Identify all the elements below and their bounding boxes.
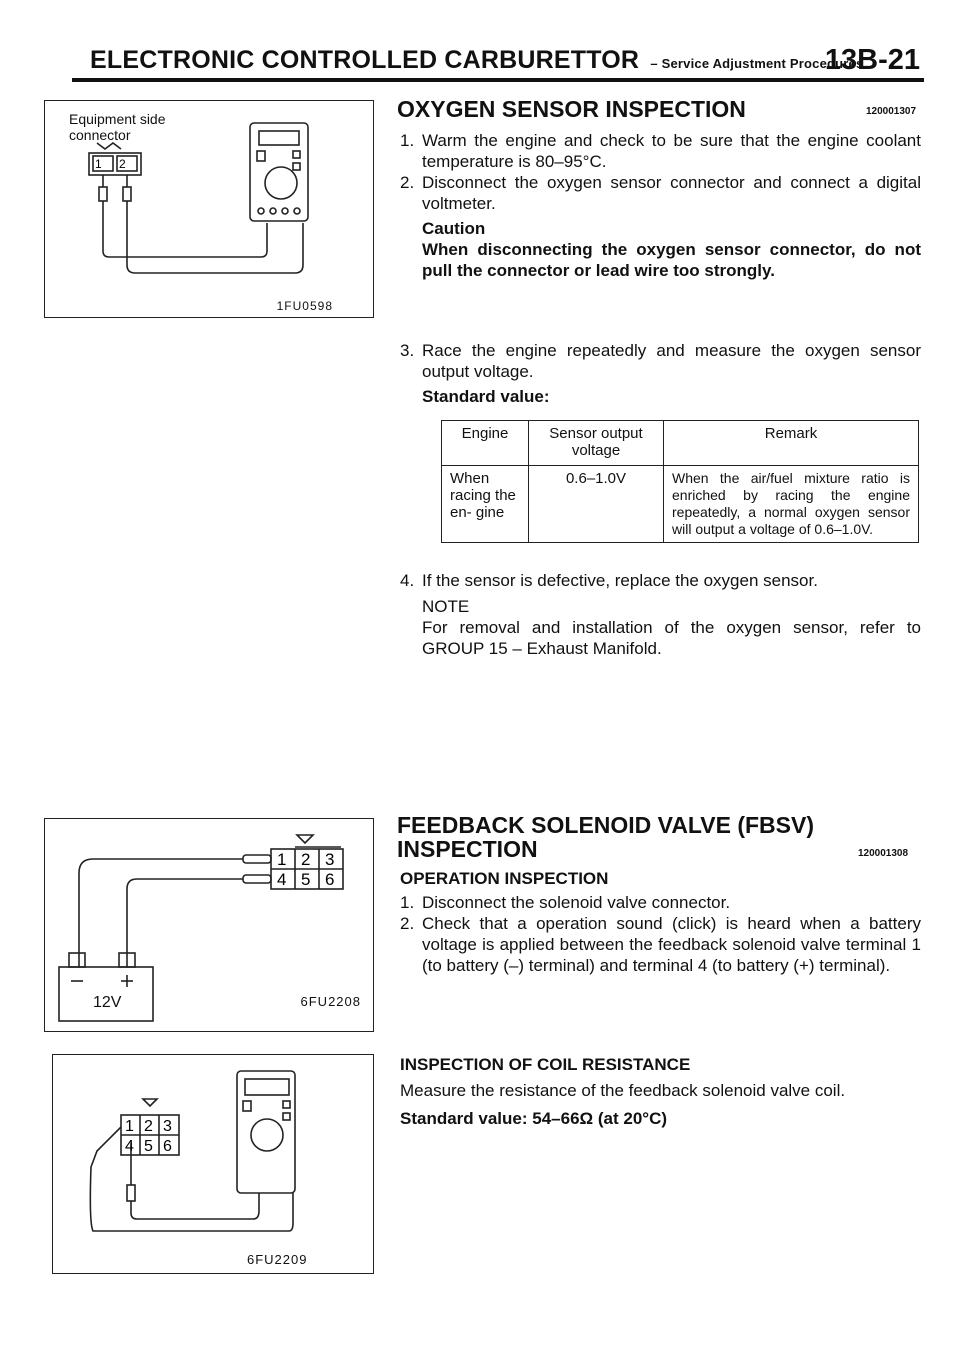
svg-text:5: 5 <box>144 1138 153 1155</box>
table-cell-remark: When the air/fuel mixture ratio is enriched by racing the engine repeatedly, a normal oxygen sensor will output a voltage of 0.6–1.0V. <box>664 466 919 543</box>
coil-resistance-text: Measure the resistance of the feedback solenoid valve coil. <box>400 1081 846 1100</box>
step-text: Check that a operation sound (click) is heard when a battery voltage is applied between the feedback solenoid valve terminal 1 (to battery (–) terminal) and terminal 4 (to battery (+) terminal). <box>422 914 921 975</box>
operation-inspection-text: OPERATION INSPECTION <box>400 869 609 888</box>
coil-resistance-title <box>397 1054 921 1076</box>
step-number: 3. <box>400 341 415 360</box>
table-header-engine: Engine <box>442 421 529 466</box>
header-title-text: ELECTRONIC CONTROLLED CARBURETTOR <box>90 46 640 74</box>
step-number: 4. <box>400 571 415 590</box>
fbsv-coil-multimeter-drawing <box>53 1055 373 1273</box>
svg-text:4: 4 <box>277 870 287 889</box>
oxygen-sensor-wiring-drawing <box>45 101 373 317</box>
svg-text:2: 2 <box>301 850 311 869</box>
section-title-oxygen-sensor: OXYGEN SENSOR INSPECTION <box>397 96 746 122</box>
caution-title: Caution <box>422 219 486 238</box>
battery-voltage-label: 12V <box>93 994 122 1011</box>
caution-text: When disconnecting the oxygen sensor connector, do not pull the connector or lead wire too strongly. <box>422 240 921 280</box>
step-text: Race the engine repeatedly and measure the oxygen sensor output voltage. <box>422 341 921 381</box>
svg-text:6: 6 <box>163 1138 172 1155</box>
step-number: 2. <box>400 914 415 933</box>
svg-text:3: 3 <box>163 1118 172 1135</box>
figure-code: 6FU2209 <box>247 1252 308 1267</box>
svg-text:2: 2 <box>119 157 126 171</box>
table-cell-voltage: 0.6–1.0V <box>529 466 664 543</box>
standard-value-label <box>397 386 921 408</box>
figure-oxygen-sensor-voltmeter <box>44 100 374 318</box>
figure-fbsv-battery <box>44 818 374 1032</box>
table-row <box>442 466 919 543</box>
svg-text:1: 1 <box>95 157 102 171</box>
fbsv-step-2 <box>397 913 921 999</box>
note-block <box>397 596 921 660</box>
coil-resistance-text-block <box>397 1080 921 1102</box>
coil-standard-value-text: Standard value: 54–66Ω (at 20°C) <box>400 1109 668 1128</box>
coil-standard-value <box>397 1108 921 1130</box>
oxygen-step-3 <box>397 340 921 382</box>
table-header-remark: Remark <box>664 421 919 466</box>
section-title-fbsv: FEEDBACK SOLENOID VALVE (FBSV) <box>397 812 814 838</box>
standard-value-table <box>441 420 919 543</box>
header-rule <box>72 78 924 82</box>
step-text: If the sensor is defective, replace the oxygen sensor. <box>422 571 818 590</box>
step-text: Disconnect the solenoid valve connector. <box>422 893 731 912</box>
operation-inspection-title <box>397 868 921 890</box>
figure-label-line-1: Equipment side <box>69 111 166 127</box>
oxygen-step-4 <box>397 570 921 592</box>
coil-resistance-title-text: INSPECTION OF COIL RESISTANCE <box>400 1055 691 1074</box>
step-number: 1. <box>400 893 415 912</box>
page-header <box>78 44 924 76</box>
figure-code: 1FU0598 <box>276 299 333 313</box>
caution-block <box>397 218 921 282</box>
svg-text:1: 1 <box>125 1118 134 1135</box>
figure-code: 6FU2208 <box>300 994 361 1009</box>
section-code-fbsv: 120001308 <box>858 848 909 859</box>
step-text: Disconnect the oxygen sensor connector and connect a digital voltmeter. <box>422 173 921 213</box>
svg-text:4: 4 <box>125 1138 134 1155</box>
oxygen-step-1 <box>397 130 921 172</box>
note-text: For removal and installation of the oxygen sensor, refer to GROUP 15 – Exhaust Manifold. <box>422 618 921 658</box>
svg-text:5: 5 <box>301 870 311 889</box>
step-number: 2. <box>400 173 415 192</box>
standard-label-text: Standard value: <box>422 387 550 406</box>
note-title: NOTE <box>422 597 470 616</box>
header-subtitle: – Service Adjustment Procedures <box>650 56 864 71</box>
svg-text:3: 3 <box>325 850 335 869</box>
svg-text:6: 6 <box>325 870 335 889</box>
table-header-row <box>442 421 919 466</box>
table-header-voltage: Sensor output voltage <box>529 421 664 466</box>
step-text: Warm the engine and check to be sure that the engine coolant temperature is 80–95°C. <box>422 131 921 171</box>
header-title <box>90 46 863 75</box>
svg-text:1: 1 <box>277 850 287 869</box>
svg-text:2: 2 <box>144 1118 153 1135</box>
section-title-fbsv-line-2: INSPECTION <box>397 836 538 862</box>
step-number: 1. <box>400 131 415 150</box>
section-code-oxygen: 120001307 <box>866 106 917 117</box>
figure-label-line-2: connector <box>69 127 131 143</box>
page-number: 13B-21 <box>824 44 920 76</box>
figure-fbsv-coil-resistance <box>52 1054 374 1274</box>
table-cell-engine: When racing the en- gine <box>442 466 529 543</box>
fbsv-step-1 <box>397 892 921 914</box>
oxygen-step-2 <box>397 172 921 214</box>
